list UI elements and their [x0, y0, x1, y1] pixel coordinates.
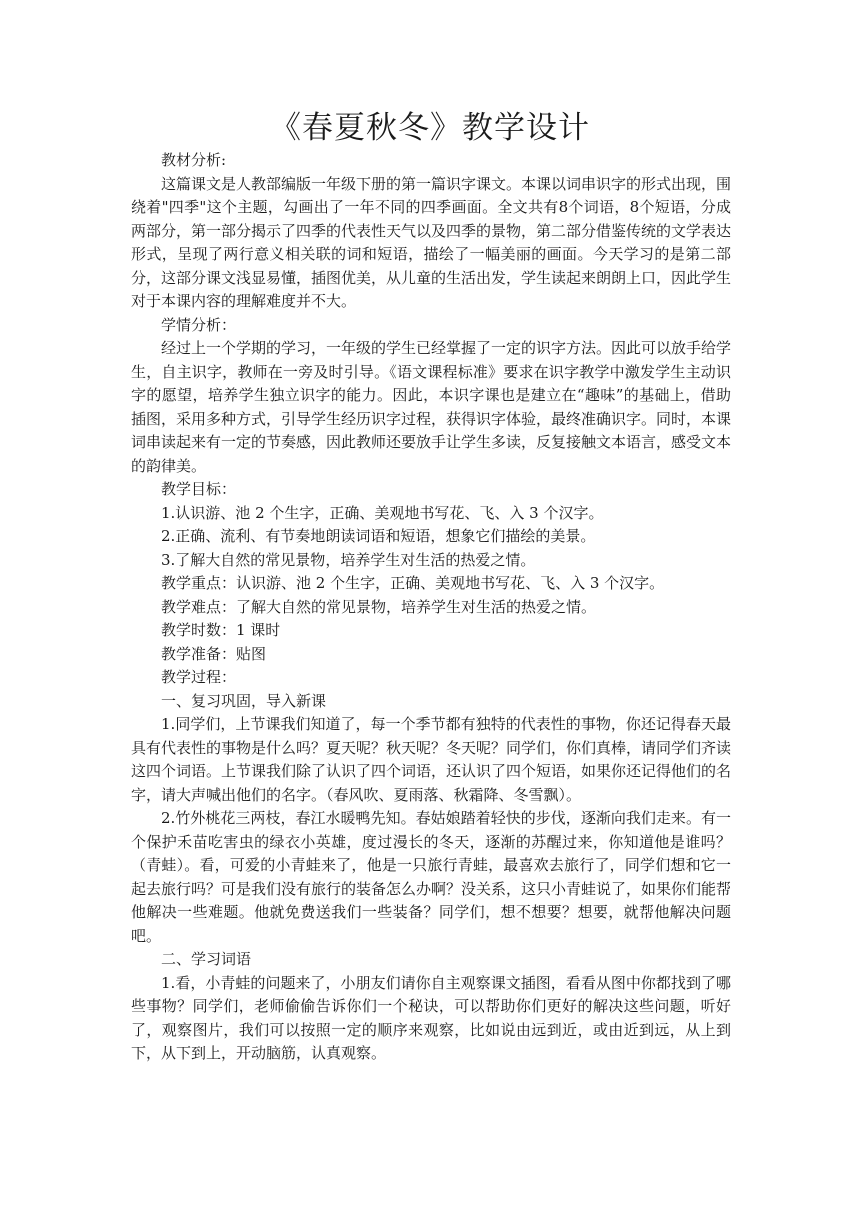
teaching-key-point: 教学重点：认识游、池 2 个生字，正确、美观地书写花、飞、入 3 个汉字。 [161, 574, 665, 592]
teaching-difficulty: 教学难点：了解大自然的常见景物，培养学生对生活的热爱之情。 [161, 597, 597, 616]
teaching-goal-2: 2.正确、流利、有节奏地朗读词语和短语，想象它们描绘的美景。 [161, 527, 596, 545]
part-2-heading: 二、学习词语 [161, 950, 252, 968]
part-2-paragraph-1: 1.看，小青蛙的问题来了，小朋友们请你自主观察课文插图，看看从图中你都找到了哪些事物？同学们，老师偷偷告诉你们一个秘诀，可以帮助你们更好的解决这些问题，听好了，观察图片，我们可以按照一定的顺序来观察，比如说由远到近，或由近到远，从上到下，从下到上，开动脑筋，认真观察。 [131, 973, 731, 1062]
document-body [131, 149, 731, 1066]
teaching-process-heading: 教学过程： [161, 668, 237, 686]
teaching-goals-heading: 教学目标： [161, 480, 237, 498]
student-analysis-text: 经过上一个学期的学习，一年级的学生已经掌握了一定的识字方法。因此可以放手给学生，自主识字，教师在一旁及时引导。《语文课程标准》要求在识字教学中激发学生主动识字的愿望，培养学生独立识字的能力。因此，本识字课也是建立在“趣味”的基础上，借助插图，采用多种方式，引导学生经历识字过程，获得识字体验，最终准确识字。同时，本课词串读起来有一定的节奏感，因此教师还要放手让学生多读，反复接触文本语言，感受文本的韵律美。 [131, 339, 732, 475]
teaching-hours: 教学时数：1 课时 [161, 621, 281, 639]
material-analysis-text: 这篇课文是人教部编版一年级下册的第一篇识字课文。本课以词串识字的形式出现，围绕着"四季"这个主题，勾画出了一年不同的四季画面。全文共有8个词语，8个短语，分成两部分，第一部分揭示了四季的代表性天气以及四季的景物，第二部分借鉴传统的文学表达形式，呈现了两行意义相关联的词和短语，描绘了一幅美丽的画面。今天学习的是第二部分，这部分课文浅显易懂，插图优美，从儿童的生活出发，学生读起来朗朗上口，因此学生对于本课内容的理解难度并不大。 [131, 174, 732, 310]
student-analysis-heading: 学情分析： [161, 315, 237, 334]
teaching-preparation: 教学准备：贴图 [161, 644, 267, 663]
part-1-paragraph-2: 2.竹外桃花三两枝，春江水暖鸭先知。春姑娘踏着轻快的步伐，逐渐向我们走来。有一个保护禾苗吃害虫的绿衣小英雄，度过漫长的冬天，逐渐的苏醒过来，你知道他是谁吗？（青蛙）。看，可爱的小青蛙来了，他是一只旅行青蛙，最喜欢去旅行了，同学们想和它一起去旅行吗？可是我们没有旅行的装备怎么办啊？没关系，这只小青蛙说了，如果你们能帮他解决一些难题。他就免费送我们一些装备？同学们，想不想要？想要，就帮他解决问题吧。 [131, 809, 732, 945]
document-title: 《春夏秋冬》教学设计 [270, 110, 590, 146]
teaching-goal-3: 3.了解大自然的常见景物，培养学生对生活的热爱之情。 [161, 550, 536, 569]
part-1-paragraph-1: 1.同学们，上节课我们知道了，每一个季节都有独特的代表性的事物，你还记得春天最具有代表性的事物是什么吗？夏天呢？秋天呢？冬天呢？同学们，你们真棒，请同学们齐读这四个词语。上节课我们除了认识了四个词语，还认识了四个短语，如果你还记得他们的名字，请大声喊出他们的名字。（春风吹、夏雨落、秋霜降、冬雪飘）。 [131, 715, 732, 804]
part-1-heading: 一、复习巩固，导入新课 [161, 691, 327, 710]
teaching-goal-1: 1.认识游、池 2 个生字，正确、美观地书写花、飞、入 3 个汉字。 [161, 503, 604, 522]
material-analysis-heading: 教材分析: [161, 151, 227, 169]
